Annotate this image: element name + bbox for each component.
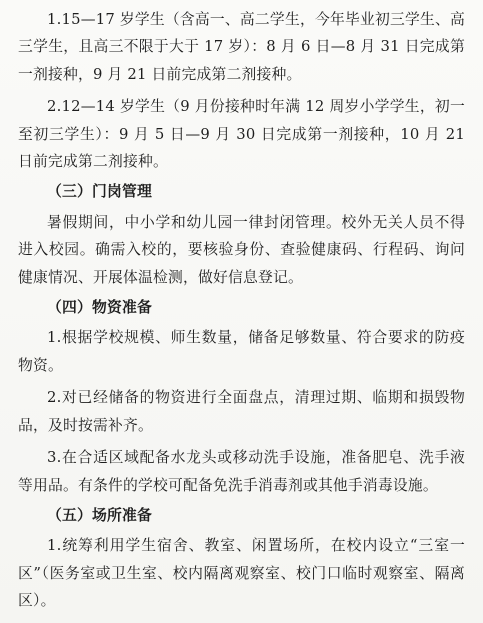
paragraph-age-15-17: 1.15—17 岁学生（含高一、高二学生，今年毕业初三学生、高三学生，且高三不限于大于 17 岁）：8 月 6 日—8 月 31 日完成第一剂接种，9 月 21 日前完成第二剂接种。 [18, 11, 465, 83]
paragraph-supplies-3: 3.在合适区域配备水龙头或移动洗手设施，准备肥皂、洗手液等用品。有条件的学校可配备免洗手消毒剂或其他手消毒设施。 [18, 449, 465, 494]
paragraph-gate-management: 暑假期间，中小学和幼儿园一律封闭管理。校外无关人员不得进入校园。确需入校的，要核验身份、查验健康码、行程码、询问健康情况、开展体温检测，做好信息登记。 [18, 213, 465, 286]
paragraph-supplies-2: 2.对已经储备的物资进行全面盘点，清理过期、临期和损毁物品，及时按需补齐。 [18, 389, 465, 434]
section-heading-gate-management: （三）门岗管理 [47, 183, 152, 201]
paragraph-supplies-1: 1.根据学校规模、师生数量，储备足够数量、符合要求的防疫物资。 [18, 329, 465, 374]
section-heading-venues: （五）场所准备 [47, 506, 152, 524]
section-heading-supplies: （四）物资准备 [47, 299, 152, 317]
paragraph-age-12-14: 2.12—14 岁学生（9 月份接种时年满 12 周岁小学学生，初一至初三学生）：9 月 5 日—9 月 30 日完成第一剂接种，10 月 21 日前完成第二剂接种。 [18, 98, 465, 171]
paragraph-venues-1: 1.统筹利用学生宿舍、教室、闲置场所，在校内设立“三室一区”（医务室或卫生室、校内隔离观察室、校门口临时观察室、隔离区）。 [18, 537, 465, 610]
